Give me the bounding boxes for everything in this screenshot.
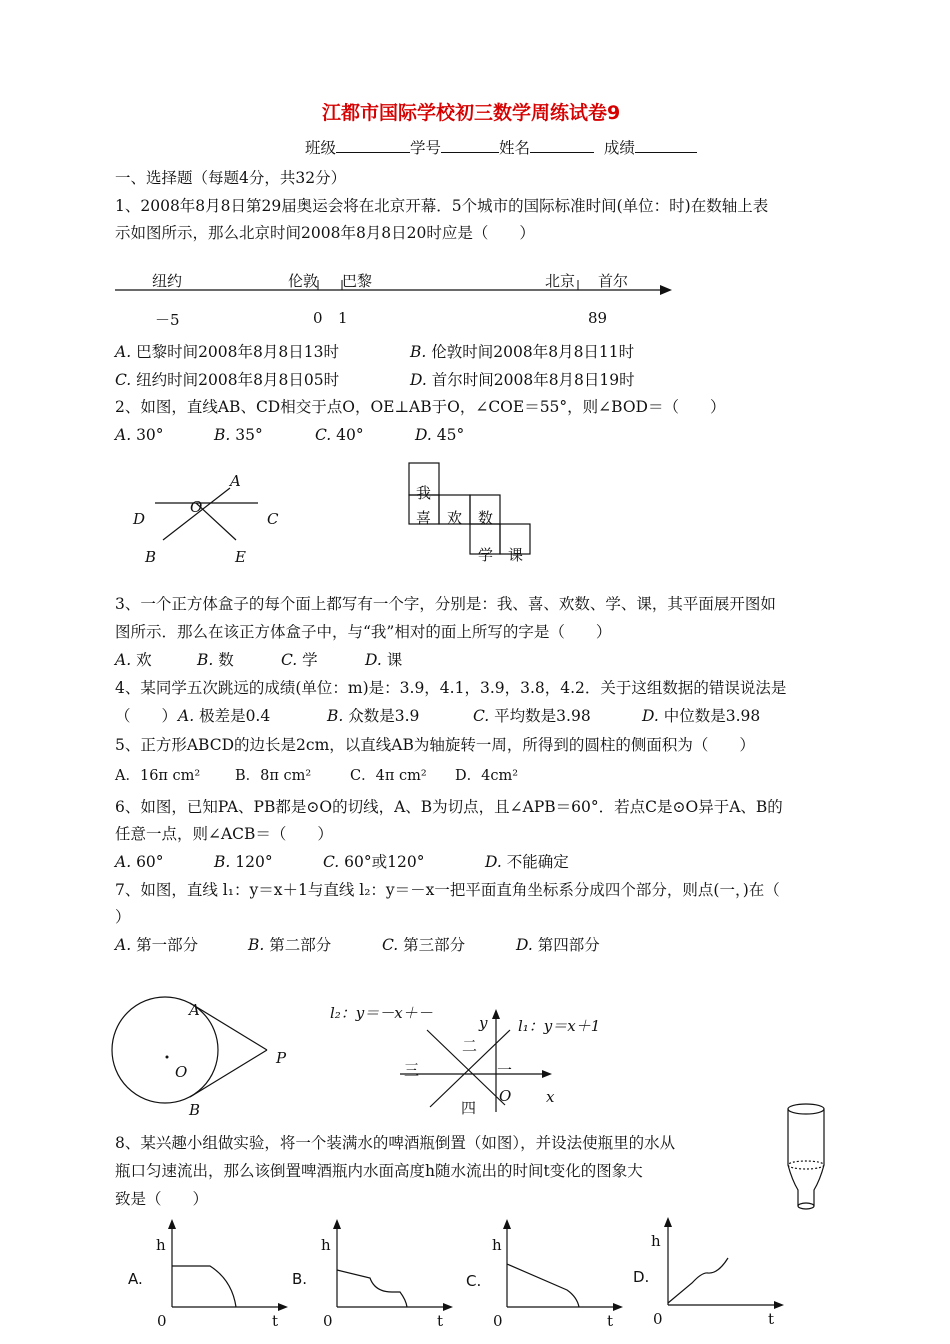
q8-line1: 8、某兴趣小组做实验，将一个装满水的啤酒瓶倒置（如图），并设法使瓶里的水从 [115,1134,676,1152]
graph-a-t: t [272,1312,279,1330]
axis-city-paris: 巴黎 [342,272,373,290]
axis-city-newyork: 纽约 [152,272,183,290]
line-l2-equation: l₂：y＝－x＋－ [330,1004,433,1022]
net-char-wo: 我 [416,484,432,502]
graph-c-t: t [607,1312,614,1330]
label-point-d: D [133,510,146,528]
q7-option-a[interactable]: A. 第一部分 [115,936,199,954]
axis-value-1: 1 [338,309,348,327]
axis-value-0: 0 [313,309,323,327]
net-char-huan: 欢 [447,509,463,527]
axis-y-label: y [479,1014,488,1032]
q3-option-b[interactable]: B. 数 [197,651,234,669]
q7-line1: 7、如图，直线 l₁：y＝x＋1与直线 l₂：y＝－x一把平面直角坐标系分成四个部分，则点(一，)在（ [115,881,780,899]
q2-option-b[interactable]: B. 35° [214,426,263,444]
line-l1-equation: l₁：y＝x＋1 [518,1017,601,1035]
q7-option-c[interactable]: C. 第三部分 [382,936,466,954]
graph-b-h: h [321,1236,331,1254]
q6-option-b[interactable]: B. 120° [214,853,273,871]
circle-label-p: P [276,1049,287,1067]
graph-a [172,1224,282,1307]
net-char-xue: 学 [478,546,494,564]
label-point-b: B [145,548,157,566]
name-label: 姓名 [499,139,531,157]
graph-d [668,1222,778,1305]
q1-option-c[interactable]: C. 纽约时间2008年8月8日05时 [115,371,340,389]
q5-option-a[interactable]: A．16π cm² [115,768,201,784]
q3-line2: 图所示．那么在该正方体盒子中，与“我”相对的面上所写的字是（ ） [115,623,612,641]
class-label: 班级 [305,139,337,157]
origin-label: O [499,1087,512,1105]
q4-option-b[interactable]: B. 众数是3.9 [327,707,420,725]
graph-d-t: t [768,1310,775,1328]
graph-b [337,1224,447,1307]
axis-value-neg5: －5 [155,311,180,329]
graph-b-origin: 0 [323,1312,333,1330]
id-label: 学号 [410,139,442,157]
graph-a-origin: 0 [157,1312,167,1330]
graph-c [507,1224,617,1307]
q5-option-d[interactable]: D．4cm² [455,768,519,784]
q7-option-b[interactable]: B. 第二部分 [248,936,332,954]
q7-line2: ） [115,908,131,926]
score-label: 成绩 [603,139,635,157]
q4-paren: （ ） [115,707,178,725]
axis-city-london: 伦敦 [288,272,319,290]
graph-a-h: h [156,1236,166,1254]
q3-line1: 3、一个正方体盒子的每个面上都写有一个字，分别是：我、喜、欢数、学、课，其平面展开图如 [115,595,776,613]
q5-text: 5、正方形ABCD的边长是2cm，以直线AB为轴旋转一周，所得到的圆柱的侧面积为（ ） [115,736,755,754]
q8-line2: 瓶口匀速流出，那么该倒置啤酒瓶内水面高度h随水流出的时间t变化的图象大 [115,1162,643,1180]
q3-option-a[interactable]: A. 欢 [115,651,152,669]
label-point-o: O [190,498,203,516]
q4-option-c[interactable]: C. 平均数是3.98 [473,707,591,725]
net-char-ke: 课 [508,546,524,564]
region-one: 一 [497,1061,513,1079]
graph-c-letter[interactable]: C. [466,1272,482,1290]
circle-label-o: O [175,1063,188,1081]
q5-option-b[interactable]: B．8π cm² [235,768,312,784]
graph-c-h: h [492,1236,502,1254]
q1-option-a[interactable]: A. 巴黎时间2008年8月8日13时 [115,343,339,361]
graph-d-origin: 0 [653,1310,663,1328]
circle-label-a: A [189,1001,200,1019]
label-point-a: A [230,472,241,490]
net-char-shu: 数 [478,509,494,527]
circle-label-b: B [189,1101,201,1119]
q2-option-a[interactable]: A. 30° [115,426,164,444]
graph-b-letter[interactable]: B. [292,1270,308,1288]
q6-line2: 任意一点，则∠ACB＝（ ） [115,825,333,843]
region-four: 四 [461,1099,477,1117]
q5-option-c[interactable]: C．4π cm² [350,768,427,784]
q1-line2: 示如图所示，那么北京时间2008年8月8日20时应是（ ） [115,224,535,242]
q2-option-d[interactable]: D. 45° [415,426,465,444]
bottle-figure [788,1104,824,1209]
graph-c-origin: 0 [493,1312,503,1330]
q3-option-c[interactable]: C. 学 [281,651,318,669]
q6-line1: 6、如图，已知PA、PB都是⊙O的切线，A、B为切点，且∠APB＝60°．若点C是⊙O异于A、B的 [115,798,783,816]
q6-option-a[interactable]: A. 60° [115,853,164,871]
region-three: 三 [404,1061,420,1079]
q8-line3: 致是（ ） [115,1190,209,1208]
q4-line1: 4、某同学五次跳远的成绩(单位：m)是：3.9，4.1，3.9，3.8，4.2．关于这组数据的错误说法是 [115,679,787,697]
q1-option-d[interactable]: D. 首尔时间2008年8月8日19时 [410,371,635,389]
q7-option-d[interactable]: D. 第四部分 [516,936,600,954]
axis-city-seoul: 首尔 [598,272,629,290]
q3-option-d[interactable]: D. 课 [365,651,403,669]
page-title: 江都市国际学校初三数学周练试卷9 [322,102,621,124]
graph-a-letter[interactable]: A. [128,1270,143,1288]
label-point-c: C [267,510,279,528]
section-heading: 一、选择题（每题4分，共32分） [115,169,347,187]
q6-option-d[interactable]: D. 不能确定 [485,853,569,871]
number-line-arrow [660,285,672,295]
q4-option-d[interactable]: D. 中位数是3.98 [642,707,761,725]
label-point-e: E [235,548,246,566]
graph-b-t: t [437,1312,444,1330]
q2-text: 2、如图，直线AB、CD相交于点O，OE⊥AB于O，∠COE＝55°，则∠BOD＝（ ） [115,398,726,416]
q6-option-c[interactable]: C. 60°或120° [323,853,425,871]
axis-value-89: 89 [588,309,608,327]
q2-option-c[interactable]: C. 40° [315,426,364,444]
net-char-xi: 喜 [416,509,432,527]
q1-option-b[interactable]: B. 伦敦时间2008年8月8日11时 [410,343,635,361]
intersecting-lines-figure [155,488,258,540]
graph-d-letter[interactable]: D. [633,1268,650,1286]
region-two: 二 [462,1037,478,1055]
q4-option-a[interactable]: A. 极差是0.4 [178,707,271,725]
graph-d-h: h [651,1232,661,1250]
axis-city-beijing: 北京 [545,272,576,290]
q1-line1: 1、2008年8月8日第29届奥运会将在北京开幕．5个城市的国际标准时间(单位：时)在数轴上表 [115,197,769,215]
axis-x-label: x [546,1088,555,1106]
